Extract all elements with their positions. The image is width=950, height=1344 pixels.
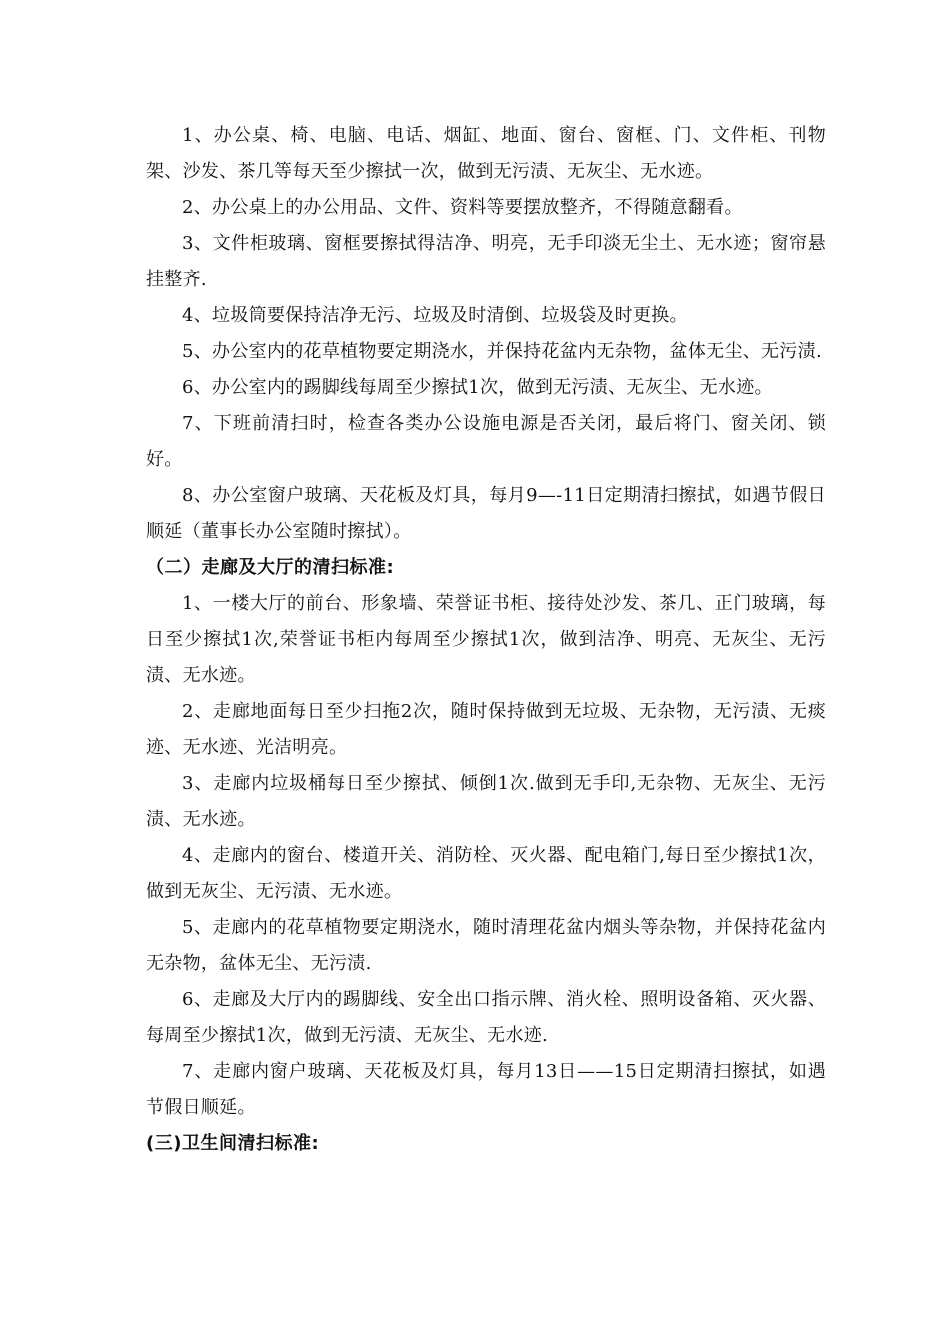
corridor-cleaning-item-1: 1、一楼大厅的前台、形象墙、荣誉证书柜、接待处沙发、茶几、正门玻璃，每日至少擦拭1次,荣誉证书柜内每周至少擦拭1次，做到洁净、明亮、无灰尘、无污渍、无水迹。: [146, 593, 826, 686]
document-body: [146, 118, 826, 1162]
corridor-cleaning-item-2: 2、走廊地面每日至少扫拖2次，随时保持做到无垃圾、无杂物，无污渍、无痰迹、无水迹、光洁明亮。: [146, 701, 826, 758]
office-cleaning-item-2: 2、办公桌上的办公用品、文件、资料等要摆放整齐，不得随意翻看。: [182, 197, 743, 218]
corridor-cleaning-item-6: 6、走廊及大厅内的踢脚线、安全出口指示牌、消火栓、照明设备箱、灭火器、每周至少擦拭1次，做到无污渍、无灰尘、无水迹.: [146, 989, 826, 1046]
office-cleaning-item-7: 7、下班前清扫时，检查各类办公设施电源是否关闭，最后将门、窗关闭、锁好。: [146, 413, 826, 470]
corridor-cleaning-item-4: 4、走廊内的窗台、楼道开关、消防栓、灭火器、配电箱门,每日至少擦拭1次，做到无灰尘、无污渍、无水迹。: [146, 845, 826, 902]
office-cleaning-item-6: 6、办公室内的踢脚线每周至少擦拭1次，做到无污渍、无灰尘、无水迹。: [182, 377, 773, 398]
section-heading-corridor-lobby: （二）走廊及大厅的清扫标准:: [146, 557, 395, 578]
office-cleaning-item-3: 3、文件柜玻璃、窗框要擦拭得洁净、明亮，无手印淡无尘土、无水迹；窗帘悬挂整齐.: [146, 233, 826, 290]
corridor-cleaning-item-7: 7、走廊内窗户玻璃、天花板及灯具，每月13日——15日定期清扫擦拭，如遇节假日顺延。: [146, 1061, 826, 1118]
office-cleaning-item-4: 4、垃圾筒要保持洁净无污、垃圾及时清倒、垃圾袋及时更换。: [182, 305, 688, 326]
office-cleaning-item-8: 8、办公室窗户玻璃、天花板及灯具，每月9—-11日定期清扫擦拭，如遇节假日顺延（董事长办公室随时擦拭）。: [146, 485, 826, 542]
office-cleaning-item-5: 5、办公室内的花草植物要定期浇水，并保持花盆内无杂物，盆体无尘、无污渍.: [182, 341, 822, 362]
corridor-cleaning-item-3: 3、走廊内垃圾桶每日至少擦拭、倾倒1次.做到无手印,无杂物、无灰尘、无污渍、无水迹。: [146, 773, 826, 830]
office-cleaning-item-1: 1、办公桌、椅、电脑、电话、烟缸、地面、窗台、窗框、门、文件柜、刊物架、沙发、茶几等每天至少擦拭一次，做到无污渍、无灰尘、无水迹。: [146, 125, 826, 182]
section-heading-restroom: (三)卫生间清扫标准:: [146, 1133, 320, 1154]
corridor-cleaning-item-5: 5、走廊内的花草植物要定期浇水，随时清理花盆内烟头等杂物，并保持花盆内无杂物，盆体无尘、无污渍.: [146, 917, 826, 974]
